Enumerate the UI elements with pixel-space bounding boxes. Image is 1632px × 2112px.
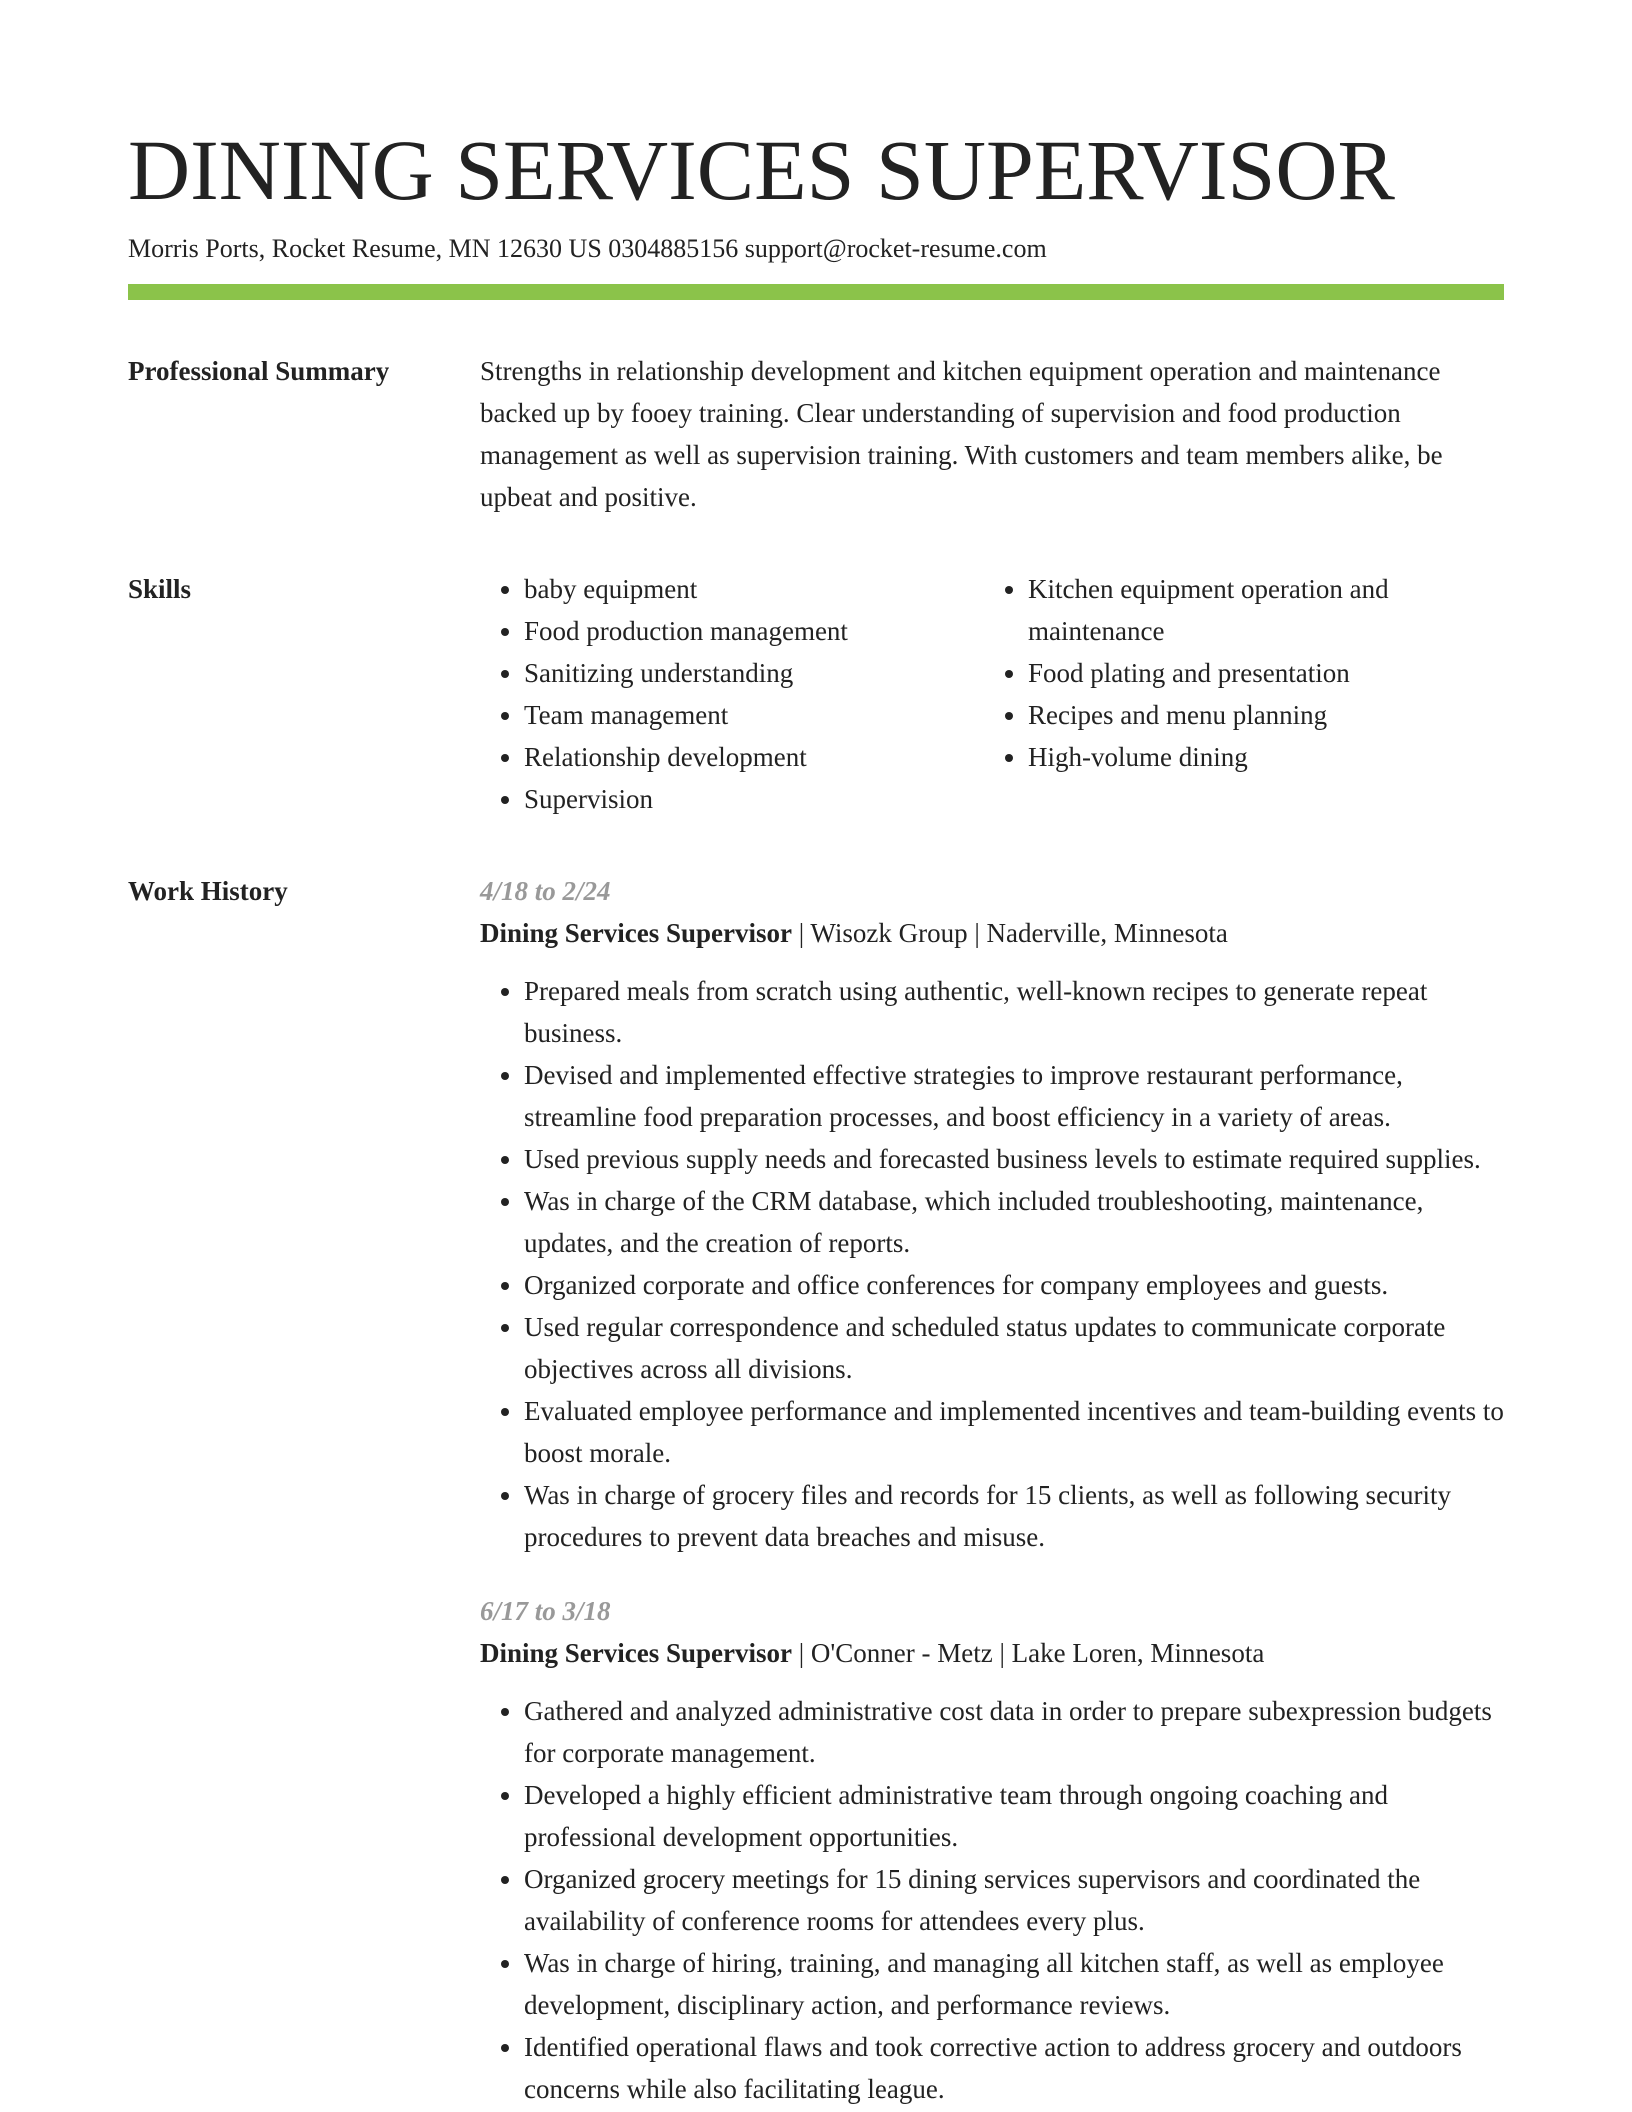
skills-list-left <box>480 568 984 820</box>
work-history-heading: Work History <box>128 876 288 906</box>
resume-name: DINING SERVICES SUPERVISOR <box>128 122 1395 218</box>
skills-heading: Skills <box>128 574 192 604</box>
job-bullet: • Was in charge of hiring, training, and managing all kitchen staff, as well as employee development, disciplinary action, and performance reviews. <box>524 1942 1504 2026</box>
job-dates: 6/17 to 3/18 <box>480 1596 611 1626</box>
job-bullet: • Evaluated employee performance and implemented incentives and team-building events to boost morale. <box>524 1390 1504 1474</box>
job-bullet: • Organized corporate and office conferences for company employees and guests. <box>524 1264 1504 1306</box>
job-details: | Wisozk Group | Naderville, Minnesota <box>792 918 1228 948</box>
job-bullet: • Developed a highly efficient administrative team through ongoing coaching and professional development opportunities. <box>524 1774 1504 1858</box>
skills-list-right <box>984 568 1488 778</box>
skill-item: • Relationship development <box>524 736 984 778</box>
job-bullet: • Gathered and analyzed administrative cost data in order to prepare subexpression budgets for corporate management. <box>524 1690 1504 1774</box>
job-bullet: • Devised and implemented effective strategies to improve restaurant performance, streamline food preparation processes, and boost efficiency in a variety of areas. <box>524 1054 1504 1138</box>
job-bullet: • Used regular correspondence and scheduled status updates to communicate corporate objectives across all divisions. <box>524 1306 1504 1390</box>
header-divider <box>128 284 1504 300</box>
summary-heading: Professional Summary <box>128 356 390 386</box>
job-dates: 4/18 to 2/24 <box>480 876 611 906</box>
job-bullet: • Was in charge of grocery files and records for 15 clients, as well as following security procedures to prevent data breaches and misuse. <box>524 1474 1504 1558</box>
job-bullets <box>480 970 1504 1558</box>
job-title: Dining Services Supervisor <box>480 918 793 948</box>
job-details: | O'Conner - Metz | Lake Loren, Minnesota <box>792 1638 1265 1668</box>
job-bullet: • Identified operational flaws and took corrective action to address grocery and outdoors concerns while also facilitating league. <box>524 2026 1504 2110</box>
job-bullet: • Was in charge of the CRM database, which included troubleshooting, maintenance, updates, and the creation of reports. <box>524 1180 1504 1264</box>
job-bullet: • Organized grocery meetings for 15 dining services supervisors and coordinated the availability of conference rooms for attendees every plus. <box>524 1858 1504 1942</box>
job-title: Dining Services Supervisor <box>480 1638 793 1668</box>
job-entry <box>480 870 1504 1558</box>
job-header <box>480 1632 1504 1674</box>
job-entry <box>480 1590 1504 2110</box>
skill-item: • Kitchen equipment operation and maintenance <box>1028 568 1488 652</box>
work-history-section <box>128 870 1504 2110</box>
skill-item: • Recipes and menu planning <box>1028 694 1488 736</box>
resume-page <box>128 120 1504 2110</box>
skills-section <box>128 568 1504 820</box>
skill-item: • baby equipment <box>524 568 984 610</box>
skill-item: • High-volume dining <box>1028 736 1488 778</box>
skill-item: • Team management <box>524 694 984 736</box>
job-header <box>480 912 1504 954</box>
job-bullet: • Prepared meals from scratch using authentic, well-known recipes to generate repeat business. <box>524 970 1504 1054</box>
skill-item: • Sanitizing understanding <box>524 652 984 694</box>
job-bullet: • Used previous supply needs and forecasted business levels to estimate required supplies. <box>524 1138 1504 1180</box>
contact-info: Morris Ports, Rocket Resume, MN 12630 US 0304885156 support@rocket-resume.com <box>128 234 1047 263</box>
skill-item: • Food plating and presentation <box>1028 652 1488 694</box>
summary-text: Strengths in relationship development and kitchen equipment operation and maintenance backed up by fooey training. Clear understanding of supervision and food production management as well as supervision training. With customers and team members alike, be upbeat and positive. <box>480 356 1443 512</box>
skill-item: • Food production management <box>524 610 984 652</box>
skill-item: • Supervision <box>524 778 984 820</box>
summary-section <box>128 350 1504 518</box>
job-bullets <box>480 1690 1504 2110</box>
